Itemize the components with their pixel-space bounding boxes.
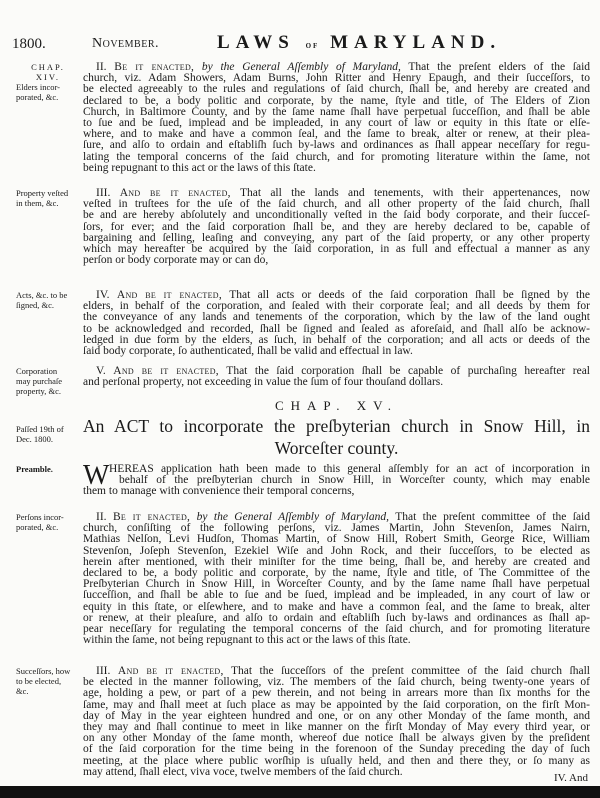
text-line: church, viz. Adam Showers, Adam Burns, John Ritter and Henry Epaugh, and their ſucceſſors, to bbox=[83, 72, 590, 85]
page-month: November. bbox=[92, 36, 160, 51]
section-number: III. bbox=[96, 665, 111, 677]
text-line: lating the temporal concerns of the ſaid church, and for promoting literature within the ſame, not bbox=[83, 150, 590, 163]
margin-note-line: porated, &c. bbox=[16, 522, 59, 532]
text-line: behalf of the preſbyterian church in Snow Hill, in Worceſter county, which may enable bbox=[119, 474, 590, 487]
margin-note-line: Property veſted bbox=[16, 188, 69, 198]
scan-edge-shadow bbox=[0, 786, 600, 798]
section-text bbox=[83, 666, 590, 778]
enacting-phrase: Be it enacted, bbox=[112, 511, 191, 523]
text-line: Church, in Baltimore County, and by the ſame name ſhall have perpetual ſucceſſion, and ſhall be able bbox=[83, 105, 590, 118]
text-line: ſaid body corporate, ſo authenticated, ſhall be valid and effectual in law. bbox=[83, 344, 413, 357]
text-line: or renew, at their pleaſure, and alſo to ordain and eſtabliſh ſuch by-laws and ordinances as ſhall ap- bbox=[83, 611, 590, 624]
enacting-phrase: And be it enacted, bbox=[113, 365, 219, 377]
section-text bbox=[83, 290, 590, 357]
line-text: That all the lands and tenements, with their appertenances, now bbox=[239, 187, 591, 199]
section-number: II. bbox=[96, 61, 107, 73]
page-header bbox=[12, 34, 592, 54]
text-line: on any other Monday of the ſame month, whereof due notice ſhall be always given by the preſident bbox=[83, 732, 590, 745]
section-number: IV. bbox=[96, 289, 110, 301]
text-line: Stevenſon, Joſeph Stevenſon, Ezekiel Wiſe and John Rock, and their ſucceſſors, to be elected as bbox=[83, 544, 590, 557]
text-line: to ſue and be ſued, implead and be impleaded, in any court of law or equity in this ſtate or elſe- bbox=[83, 116, 590, 129]
text-line: equity in this ſtate, or elſewhere, and to make and have a common ſeal, and the ſame to break, alter bbox=[83, 600, 590, 613]
margin-note-line: in them, &c. bbox=[16, 198, 59, 208]
line-text: That the ſucceſſors of the preſent committee of the ſaid church ſhall bbox=[230, 665, 590, 677]
text-line: to be acknowledged and recorded, ſhall be ſigned and ſealed as aforeſaid, and ſhall alſo be acknow- bbox=[83, 322, 590, 335]
margin-note bbox=[16, 464, 80, 474]
margin-note-line: Preamble. bbox=[16, 464, 53, 474]
text-line: be elected in the manner following, viz. The members of the ſaid church, being twenty-one years of bbox=[83, 676, 590, 689]
running-title-b: MARYLAND. bbox=[330, 32, 502, 53]
line-text: That the preſent elders of the ſaid bbox=[408, 61, 591, 73]
text-line: be and are hereby abſolutely and unconditionally veſted in the ſaid body corporate, and their ſucceſ- bbox=[83, 209, 590, 222]
section-text bbox=[83, 366, 590, 388]
enacting-phrase: And be it enacted, bbox=[116, 289, 223, 301]
text-line: and perſonal property, not exceeding in value the ſum of four thouſand dollars. bbox=[83, 376, 444, 389]
text-line: ſucceſſion, and ſhall be able to ſue and be ſued, implead and be impleaded, in any court of law or bbox=[83, 589, 590, 602]
text-line: ſure, and alſo to ordain and eſtabliſh ſuch by-laws and ordinances as ſhall appear neceſſary for regu- bbox=[83, 139, 590, 152]
text-line: ſors, for ever; and the ſaid corporation ſhall be, and they are hereby declared to be, capable of bbox=[83, 220, 590, 233]
text-line: declared to be, a body politic and corporate, by the name, ſtyle and title, of The Elders of Zion bbox=[83, 94, 590, 107]
margin-note-line: porated, &c. bbox=[16, 92, 59, 102]
margin-note bbox=[16, 512, 80, 532]
line-text: That the preſent committee of the ſaid bbox=[395, 511, 591, 523]
text-line: herein after mentioned, with their miniſter for the time being, ſhall be, and hereby are created and bbox=[83, 555, 590, 568]
margin-note-line: property, &c. bbox=[16, 386, 62, 396]
section-text bbox=[83, 512, 590, 646]
margin-note-passed bbox=[16, 424, 80, 444]
preamble-text bbox=[83, 460, 590, 498]
section-text bbox=[83, 62, 590, 174]
text-line: Preſbyterian Church in Snow Hill, in Worceſter County, and by the ſame name ſhall have perpetual bbox=[83, 578, 590, 591]
enacting-authority: by the General Aſſembly of Maryland, bbox=[201, 61, 401, 73]
margin-note bbox=[16, 62, 80, 102]
text-line: meeting, at the place where public worſhip is uſually held, and then and there they, or ſo many as bbox=[83, 754, 590, 767]
text-line: within the ſame, not being repugnant to this act or the laws of this ſtate. bbox=[83, 634, 411, 647]
text-line: perſon or body corporate may or can do, bbox=[83, 254, 269, 267]
text-line: HEREAS application hath been made to this general aſſembly for an act of incorporation in bbox=[109, 463, 590, 475]
margin-note bbox=[16, 366, 80, 396]
text-line: age, holding a pew, or part of a pew therein, and not being in arrears more than ſix months for the bbox=[83, 687, 590, 700]
act-title-line: An ACT to incorporate the preſbyterian church in Snow Hill, in bbox=[83, 416, 590, 436]
margin-note-line: XIV. bbox=[35, 72, 61, 82]
act-title-line: Worceſter county. bbox=[274, 438, 399, 458]
text-line: being repugnant to this act or the laws of this ſtate. bbox=[83, 161, 316, 174]
text-line: of the ſaid corporation for the time being in the forenoon of the Sunday preceding the day of ſuch bbox=[83, 743, 590, 756]
margin-note-line: Succeſſors, how bbox=[16, 666, 71, 676]
text-line: veſted in truſtees for the uſe of the ſaid church, and all other property of the ſaid church, ſhall bbox=[83, 198, 590, 211]
margin-note-line: ſigned, &c. bbox=[16, 300, 55, 310]
margin-note-line: Paſſed 19th of bbox=[16, 424, 64, 434]
text-line: bargaining and ſelling, leaſing and conveying, any part of the ſaid property, or any other property bbox=[83, 231, 590, 244]
text-line: elders, in behalf of the corporation, and ſealed with their corporate ſeal; and all deeds by them for bbox=[83, 300, 590, 313]
margin-note-line: may purchaſe bbox=[16, 376, 63, 386]
text-line: Mathias Nelſon, Levi Hudſon, Thomas Martin, of Snow Hill, Robert Smith, George Rice, William bbox=[83, 533, 590, 546]
running-title-a: LAWS bbox=[217, 32, 295, 53]
line-text: That all acts or deeds of the ſaid corporation ſhall be ſigned by the bbox=[229, 289, 591, 301]
text-line: the conveyance of any lands and tenements of the corporation, which by the law of the land ought bbox=[83, 311, 590, 324]
enacting-phrase: And be it enacted, bbox=[119, 187, 231, 199]
text-line: day of May in the year eighteen hundred and one, or on any other Monday of the ſame month, and bbox=[83, 709, 590, 722]
margin-note-line: Perſons incor- bbox=[16, 512, 64, 522]
section-number: III. bbox=[96, 187, 111, 199]
text-line: declared to be, a body politic and corporate, by the name, ſtyle and title, of The Committee of the bbox=[83, 566, 590, 579]
enacting-phrase: And be it enacted, bbox=[117, 665, 224, 677]
text-line: church, conſiſting of the following perſons, viz. James Martin, John Stevenſon, James Nairn, bbox=[83, 522, 590, 535]
text-line: be elected agreeably to the rules and regulations of ſaid church, ſhall be, and hereby are created and bbox=[83, 83, 590, 96]
margin-note bbox=[16, 666, 80, 696]
chapter-heading: CHAP. XV. bbox=[274, 398, 399, 413]
drop-capital: W bbox=[83, 460, 110, 491]
margin-note-line: Acts, &c. to be bbox=[16, 290, 68, 300]
text-line: ledged in due form by the elders, as ſuch, in behalf of the corporation; and all acts or deeds of the bbox=[83, 333, 590, 346]
line-text: That the ſaid corporation ſhall be capable of purchaſing hereafter real bbox=[226, 365, 591, 377]
text-line: where, and to make and have a common ſeal, and the ſame to break, alter or renew, at their plea- bbox=[83, 128, 590, 141]
catchword: IV. And bbox=[553, 772, 588, 784]
enacting-phrase: Be it enacted, bbox=[114, 61, 195, 73]
text-line: pear neceſſary for regulating the temporal concerns of the ſaid church, and for promoting literature bbox=[83, 622, 590, 635]
margin-note-line: &c. bbox=[16, 686, 29, 696]
act-title bbox=[83, 415, 590, 459]
text-line: may attend, ſhall elect, viva voce, twelve members of the ſaid church. bbox=[83, 765, 403, 778]
text-line: ſame, may and ſhall meet at ſuch place as may be appointed by the ſaid corporation, on the firſt Mon- bbox=[83, 698, 590, 711]
text-line: they may and ſhall continue to meet in like manner on the firſt Monday of May every third year, or bbox=[83, 720, 590, 733]
margin-note-line: to be elected, bbox=[16, 676, 62, 686]
running-title-of: of bbox=[305, 40, 320, 51]
section-number: II. bbox=[96, 511, 107, 523]
margin-note bbox=[16, 290, 80, 310]
margin-note-line: Corporation bbox=[16, 366, 58, 376]
running-title bbox=[217, 32, 501, 54]
section-number: V. bbox=[96, 365, 106, 377]
text-line: them to manage with convenience their temporal concerns, bbox=[83, 485, 355, 498]
enacting-authority: by the General Aſſembly of Maryland, bbox=[196, 511, 390, 523]
margin-note bbox=[16, 188, 80, 208]
section-text bbox=[83, 188, 590, 266]
margin-note-line: Dec. 1800. bbox=[16, 434, 54, 444]
text-line: which may hereafter be acquired by the ſaid corporation, in as full and effectual a manner as any bbox=[83, 242, 590, 255]
margin-note-line: CHAP. bbox=[31, 62, 65, 72]
margin-note-line: Elders incor- bbox=[16, 82, 60, 92]
page-year: 1800. bbox=[12, 36, 46, 52]
